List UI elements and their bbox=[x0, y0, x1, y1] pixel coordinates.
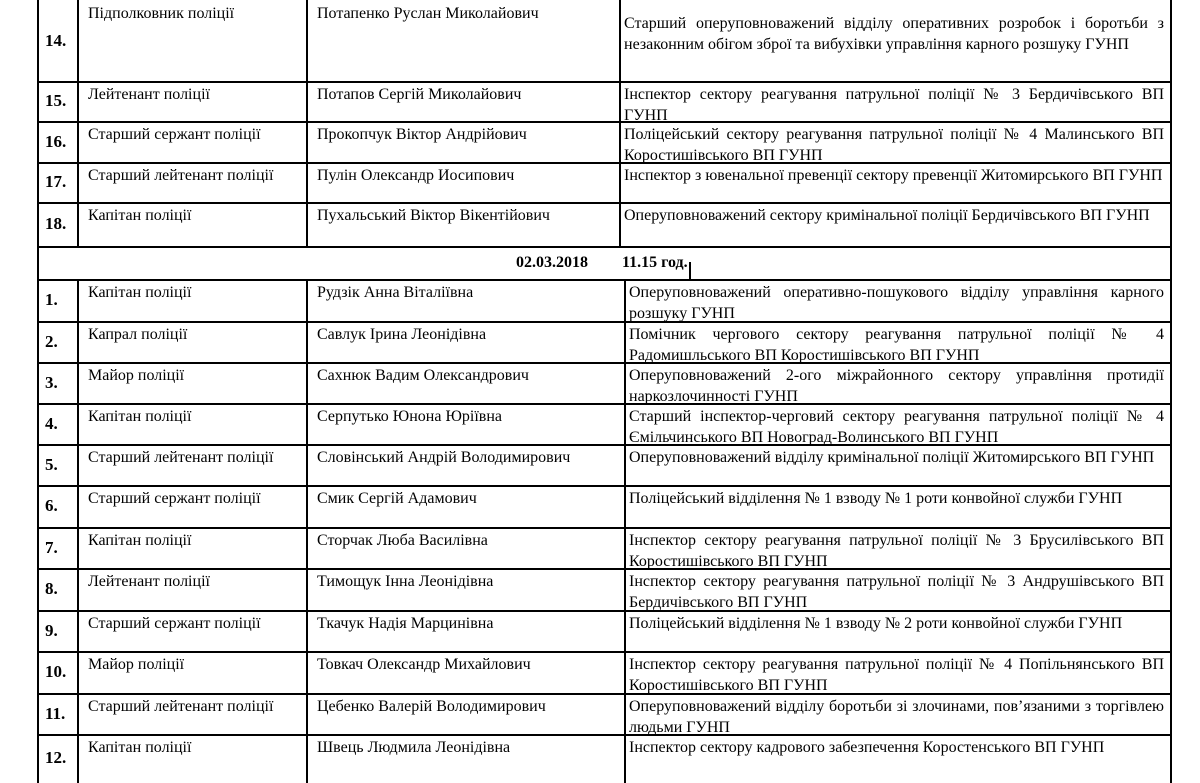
position-cell: Інспектор сектору реагування патрульної поліції № 4 Попільнянського ВП Коростишівського ВП ГУНП bbox=[624, 651, 1170, 693]
rank-cell: Підполковник поліції bbox=[77, 0, 306, 81]
position-cell: Оперуповноважений оперативно-пошукового відділу управління карного розшуку ГУНП bbox=[624, 279, 1170, 321]
name-cell: Сахнюк Вадим Олександрович bbox=[306, 362, 624, 403]
position-cell: Оперуповноважений 2-ого міжрайонного сектору управління протидії наркозлочинності ГУНП bbox=[624, 362, 1170, 403]
table-row bbox=[37, 693, 1172, 736]
row-number: 4. bbox=[45, 413, 58, 433]
name-cell: Швець Людмила Леонідівна bbox=[306, 734, 624, 783]
position-cell: Старший оперуповноважений відділу оперативних розробок і боротьби з незаконним обігом зброї та вибухівки управління карного розшуку ГУНП bbox=[619, 0, 1170, 81]
position-cell: Оперуповноважений сектору кримінальної поліції Бердичівського ВП ГУНП bbox=[619, 202, 1170, 246]
table-row bbox=[37, 321, 1172, 364]
position-cell: Оперуповноважений відділу боротьби зі злочинами, пов’язаними з торгівлею людьми ГУНП bbox=[624, 693, 1170, 734]
date-header-row bbox=[37, 246, 1172, 281]
name-cell: Рудзік Анна Віталіївна bbox=[306, 279, 624, 321]
position-cell: Помічник чергового сектору реагування патрульної поліції № 4 Радомишльського ВП Коростишівського ВП ГУНП bbox=[624, 321, 1170, 362]
rank-cell: Капрал поліції bbox=[77, 321, 306, 362]
rank-cell: Старший сержант поліції bbox=[77, 485, 306, 527]
table-row bbox=[37, 162, 1172, 204]
position-cell: Старший інспектор-черговий сектору реагування патрульної поліції № 4 Ємільчинського ВП Новоград-Волинського ВП ГУНП bbox=[624, 403, 1170, 444]
position-cell: Оперуповноважений відділу кримінальної поліції Житомирського ВП ГУНП bbox=[624, 444, 1170, 485]
name-cell: Потапенко Руслан Миколайович bbox=[306, 0, 619, 81]
row-number: 7. bbox=[45, 537, 58, 557]
table-row bbox=[37, 121, 1172, 164]
session-time bbox=[622, 254, 688, 272]
text-cursor bbox=[689, 262, 691, 279]
table-row bbox=[37, 81, 1172, 123]
rank-cell: Капітан поліції bbox=[77, 279, 306, 321]
table-row bbox=[37, 610, 1172, 653]
position-cell: Інспектор сектору кадрового забезпечення Коростенського ВП ГУНП bbox=[624, 734, 1170, 783]
row-number: 1. bbox=[45, 290, 58, 309]
rank-cell: Лейтенант поліції bbox=[77, 81, 306, 121]
row-number: 10. bbox=[45, 662, 67, 681]
row-number: 16. bbox=[45, 131, 67, 151]
rank-cell: Старший лейтенант поліції bbox=[77, 162, 306, 202]
table-row bbox=[37, 279, 1172, 323]
table-row bbox=[37, 444, 1172, 487]
position-cell: Інспектор сектору реагування патрульної поліції № 3 Андрушівського ВП Бердичівського ВП ГУНП bbox=[624, 568, 1170, 610]
table-row bbox=[37, 403, 1172, 446]
rank-cell: Старший лейтенант поліції bbox=[77, 693, 306, 734]
row-number: 6. bbox=[45, 496, 58, 515]
row-number: 12. bbox=[45, 748, 67, 767]
name-cell: Савлук Ірина Леонідівна bbox=[306, 321, 624, 362]
name-cell: Прокопчук Віктор Андрійович bbox=[306, 121, 619, 162]
row-number: 2. bbox=[45, 331, 58, 351]
row-number: 9. bbox=[45, 620, 58, 640]
name-cell: Сторчак Люба Василівна bbox=[306, 527, 624, 568]
row-number: 18. bbox=[45, 214, 67, 233]
name-cell: Тимощук Інна Леонідівна bbox=[306, 568, 624, 610]
name-cell: Потапов Сергій Миколайович bbox=[306, 81, 619, 121]
rank-cell: Старший сержант поліції bbox=[77, 610, 306, 651]
rank-cell: Капітан поліції bbox=[77, 527, 306, 568]
position-cell: Поліцейський відділення № 1 взводу № 2 роти конвойної служби ГУНП bbox=[624, 610, 1170, 651]
rank-cell: Майор поліції bbox=[77, 362, 306, 403]
rank-cell: Лейтенант поліції bbox=[77, 568, 306, 610]
name-cell: Смик Сергій Адамович bbox=[306, 485, 624, 527]
table-row bbox=[37, 734, 1172, 783]
row-number: 17. bbox=[45, 172, 67, 191]
table-row bbox=[37, 568, 1172, 612]
table-row bbox=[37, 485, 1172, 529]
name-cell: Товкач Олександр Михайлович bbox=[306, 651, 624, 693]
position-cell: Поліцейський відділення № 1 взводу № 1 роти конвойної служби ГУНП bbox=[624, 485, 1170, 527]
row-number: 3. bbox=[45, 372, 58, 392]
table-row bbox=[37, 202, 1172, 248]
name-cell: Серпутько Юнона Юріївна bbox=[306, 403, 624, 444]
position-cell: Інспектор сектору реагування патрульної поліції № 3 Бердичівського ВП ГУНП bbox=[619, 81, 1170, 121]
rank-cell: Старший лейтенант поліції bbox=[77, 444, 306, 485]
position-cell: Інспектор з ювенальної превенції сектору превенції Житомирського ВП ГУНП bbox=[619, 162, 1170, 202]
name-cell: Цебенко Валерій Володимирович bbox=[306, 693, 624, 734]
session-date: 02.03.2018 bbox=[516, 254, 588, 271]
position-cell: Інспектор сектору реагування патрульної поліції № 3 Брусилівського ВП Коростишівського ВП ГУНП bbox=[624, 527, 1170, 568]
rank-cell: Капітан поліції bbox=[77, 403, 306, 444]
rank-cell: Капітан поліції bbox=[77, 202, 306, 246]
row-number: 5. bbox=[45, 454, 58, 474]
row-number: 8. bbox=[45, 579, 58, 598]
rank-cell: Старший сержант поліції bbox=[77, 121, 306, 162]
session-time-text: 11.15 год. bbox=[622, 254, 688, 271]
row-number: 11. bbox=[45, 703, 66, 723]
position-cell: Поліцейський сектору реагування патрульної поліції № 4 Малинського ВП Коростишівського ВП ГУНП bbox=[619, 121, 1170, 162]
name-cell: Словінський Андрій Володимирович bbox=[306, 444, 624, 485]
table-row bbox=[37, 0, 1172, 83]
table-row bbox=[37, 362, 1172, 405]
name-cell: Пулін Олександр Иосипович bbox=[306, 162, 619, 202]
name-cell: Пухальський Віктор Вікентійович bbox=[306, 202, 619, 246]
rank-cell: Капітан поліції bbox=[77, 734, 306, 783]
row-number: 14. bbox=[45, 30, 67, 50]
name-cell: Ткачук Надія Марцинівна bbox=[306, 610, 624, 651]
table-row bbox=[37, 527, 1172, 570]
rank-cell: Майор поліції bbox=[77, 651, 306, 693]
table-row bbox=[37, 651, 1172, 695]
row-number: 15. bbox=[45, 91, 67, 110]
